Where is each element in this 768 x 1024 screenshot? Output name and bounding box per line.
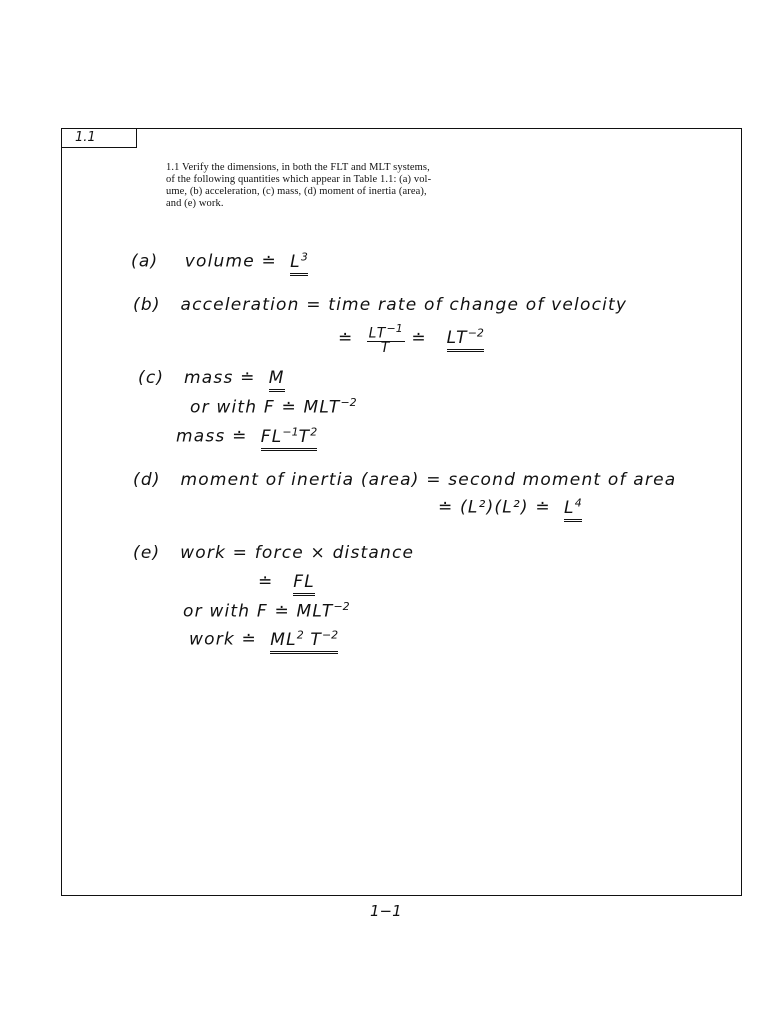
part-b-eq: ≐ — [338, 328, 354, 349]
part-a-answer: $L^3$ — [290, 252, 308, 276]
part-e-line2: ≐ FL — [258, 572, 315, 592]
part-c-text: mass ≐ — [184, 368, 256, 388]
part-e-line3: or with F ≐ $MLT^{-2}$ — [183, 600, 350, 622]
part-b-eq2: ≐ — [411, 328, 427, 349]
part-b-line1 — [133, 295, 627, 315]
problem-statement — [166, 162, 506, 210]
page-frame — [61, 128, 742, 896]
part-e-answer1: FL — [293, 572, 315, 596]
page-number: 1−1 — [370, 902, 402, 920]
part-b-text: acceleration = time rate of change of velocity — [180, 295, 628, 315]
part-c-answer1: M — [269, 368, 285, 392]
problem-line: of the following quantities which appear in Table 1.1: (a) vol- — [166, 174, 432, 185]
part-c-line3: mass ≐ $FL^{-1}T^2$ — [176, 425, 317, 447]
part-b-line2 — [338, 322, 484, 355]
problem-line: ume, (b) acceleration, (c) mass, (d) moment of inertia (area), — [166, 186, 427, 197]
part-d-line2: ≐ (L²)(L²) ≐ $L^4$ — [438, 496, 582, 518]
section-tag: 1.1 — [61, 128, 137, 148]
part-a-label: (a) — [131, 251, 159, 272]
part-c-line2: or with F ≐ $MLT^{-2}$ — [190, 396, 357, 418]
part-b-fraction: $\frac{LT^{-1}}{T}$ — [368, 322, 403, 356]
part-e-text: work = force × distance — [180, 543, 415, 563]
part-e-answer2: $ML^2$ $T^{-2}$ — [270, 630, 338, 654]
part-c-label: (c) — [138, 368, 165, 388]
part-e-label: (e) — [133, 543, 161, 563]
problem-line: 1.1 Verify the dimensions, in both the FLT and MLT systems, — [166, 162, 430, 173]
part-d-text: moment of inertia (area) = second moment of area — [180, 470, 677, 490]
part-d-line1 — [133, 470, 676, 490]
part-c-answer2: $FL^{-1}T^2$ — [261, 427, 317, 451]
part-e-line4: work ≐ $ML^2$ $T^{-2}$ — [189, 628, 338, 650]
part-a — [131, 250, 308, 272]
part-a-text: volume ≐ — [184, 251, 277, 272]
part-b-label: (b) — [133, 295, 161, 315]
problem-line: and (e) work. — [166, 198, 224, 209]
part-d-label: (d) — [133, 470, 161, 490]
part-b-answer: $LT^{-2}$ — [447, 328, 484, 352]
part-d-answer: $L^4$ — [564, 498, 582, 522]
part-c-line1 — [138, 368, 285, 388]
part-e-line1 — [133, 543, 414, 563]
